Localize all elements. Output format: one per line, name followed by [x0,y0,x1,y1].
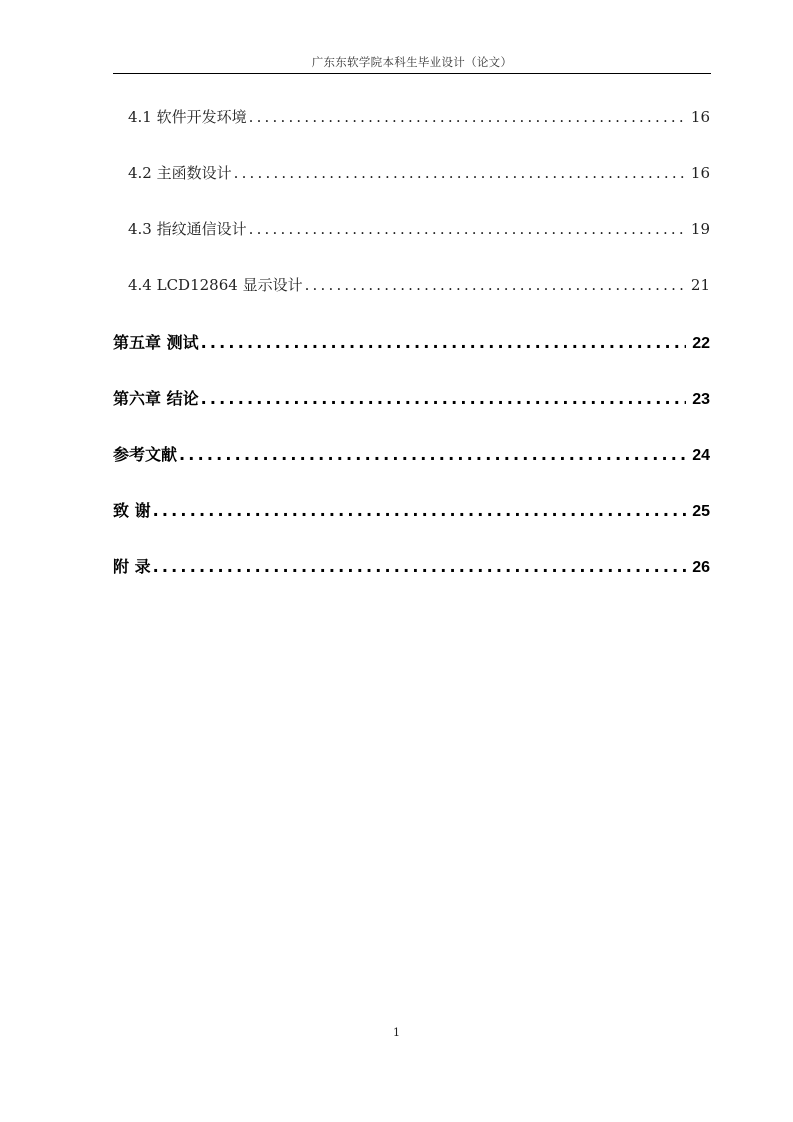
toc-entry-page: 16 [690,164,710,182]
toc-entry-label: 第六章 结论 [113,389,199,408]
toc-entry-label: 参考文献 [113,445,178,464]
toc-entry-page: 24 [692,447,710,464]
toc-entry-appendix[interactable] [113,554,710,578]
toc-entry-page: 19 [690,220,710,238]
toc-entry-page: 26 [692,559,710,576]
toc-dot-leader [201,333,687,352]
toc-entry-page: 25 [692,503,710,520]
page-header-title: 广东东软学院本科生毕业设计（论文） [311,55,513,69]
toc-dot-leader [234,164,685,182]
toc-entry-acknowledgements[interactable] [113,498,710,522]
toc-entry-page: 22 [692,335,710,352]
toc-dot-leader [249,220,685,238]
toc-dot-leader [201,389,687,408]
toc-entry-label: 4.2 主函数设计 [128,164,232,182]
toc-entry-label: 4.3 指纹通信设计 [128,220,247,238]
toc-dot-leader [153,557,687,576]
toc-entry-page: 16 [690,108,710,126]
toc-entry-4-3[interactable] [128,218,710,242]
toc-dot-leader [305,276,685,294]
toc-dot-leader [179,445,686,464]
toc-entry-4-1[interactable] [128,106,710,130]
toc-dot-leader [153,501,687,520]
toc-entry-label: 致 谢 [113,501,151,520]
toc-entry-4-2[interactable] [128,162,710,186]
toc-entry-label: 附 录 [113,557,151,576]
toc-entry-4-4[interactable] [128,274,710,298]
toc-entry-chapter-6[interactable] [113,386,710,410]
toc-entry-page: 21 [690,276,710,294]
toc-dot-leader [249,108,685,126]
header-divider [113,73,711,74]
toc-entry-references[interactable] [113,442,710,466]
toc-entry-label: 第五章 测试 [113,333,199,352]
toc-entry-page: 23 [692,391,710,408]
toc-entry-label: 4.1 软件开发环境 [128,108,247,126]
toc-entry-chapter-5[interactable] [113,330,710,354]
page-number: 1 [393,1026,400,1039]
toc-entry-label: 4.4 LCD12864 显示设计 [128,276,303,294]
